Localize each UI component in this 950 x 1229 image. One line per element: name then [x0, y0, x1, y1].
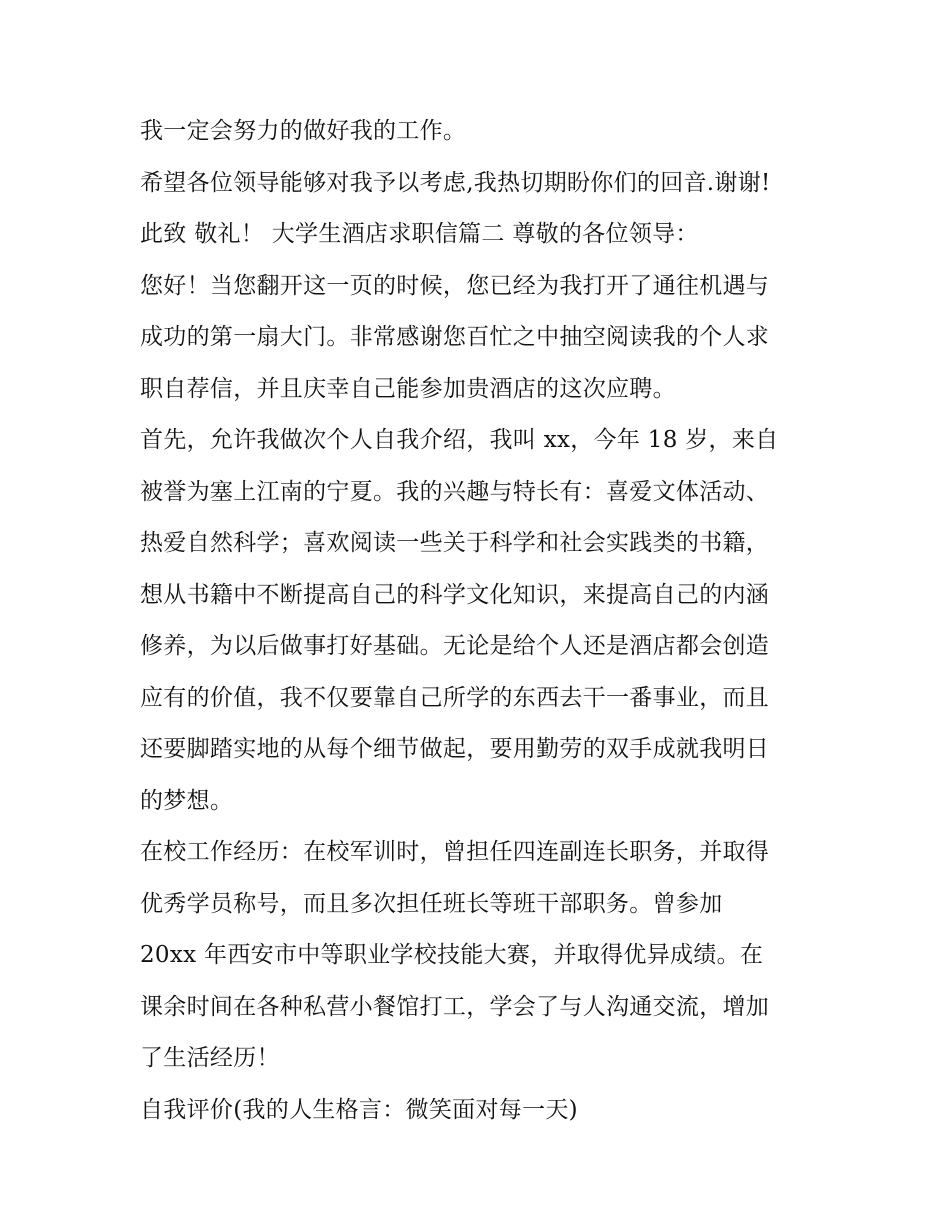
text-line: 应有的价值，我不仅要靠自己所学的东西去干一番事业，而且: [140, 684, 770, 711]
text-line: 优秀学员称号，而且多次担任班长等班干部职务。曾参加: [140, 890, 723, 917]
text-line: 首先，允许我做次个人自我介绍，我叫 xx，今年 18 岁，来自: [140, 427, 779, 453]
text-line: 此致 敬礼！ 大学生酒店求职信篇二 尊敬的各位领导：: [140, 221, 699, 247]
text-line: 成功的第一扇大门。非常感谢您百忙之中抽空阅读我的个人求: [140, 324, 770, 350]
text-line: 课余时间在各种私营小餐馆打工，学会了与人沟通交流，增加: [140, 993, 770, 1020]
text-line: 在校工作经历：在校军训时，曾担任四连副连长职务，并取得: [140, 839, 770, 865]
text-line: 了生活经历！: [140, 1045, 280, 1071]
text-line: 20xx 年西安市中等职业学校技能大赛，并取得优异成绩。在: [140, 942, 764, 968]
text-line: 您好！当您翻开这一页的时候，您已经为我打开了通往机遇与: [140, 272, 770, 299]
text-line: 被誉为塞上江南的宁夏。我的兴趣与特长有：喜爱文体活动、: [140, 478, 770, 505]
text-line: 热爱自然科学；喜欢阅读一些关于科学和社会实践类的书籍，: [140, 530, 770, 556]
text-line: 我一定会努力的做好我的工作。: [140, 118, 467, 144]
text-line: 想从书籍中不断提高自己的科学文化知识，来提高自己的内涵: [140, 581, 770, 608]
document-page: [140, 106, 830, 1136]
text-line: 的梦想。: [140, 787, 234, 814]
text-line: 希望各位领导能够对我予以考虑,我热切期盼你们的回音.谢谢!: [140, 169, 771, 196]
text-line: 还要脚踏实地的从每个细节做起，要用勤劳的双手成就我明日: [140, 736, 770, 762]
text-line: 职自荐信，并且庆幸自己能参加贵酒店的这次应聘。: [140, 375, 676, 402]
text-line: 自我评价(我的人生格言：微笑面对每一天): [140, 1096, 578, 1123]
text-line: 修养，为以后做事打好基础。无论是给个人还是酒店都会创造: [140, 633, 770, 659]
